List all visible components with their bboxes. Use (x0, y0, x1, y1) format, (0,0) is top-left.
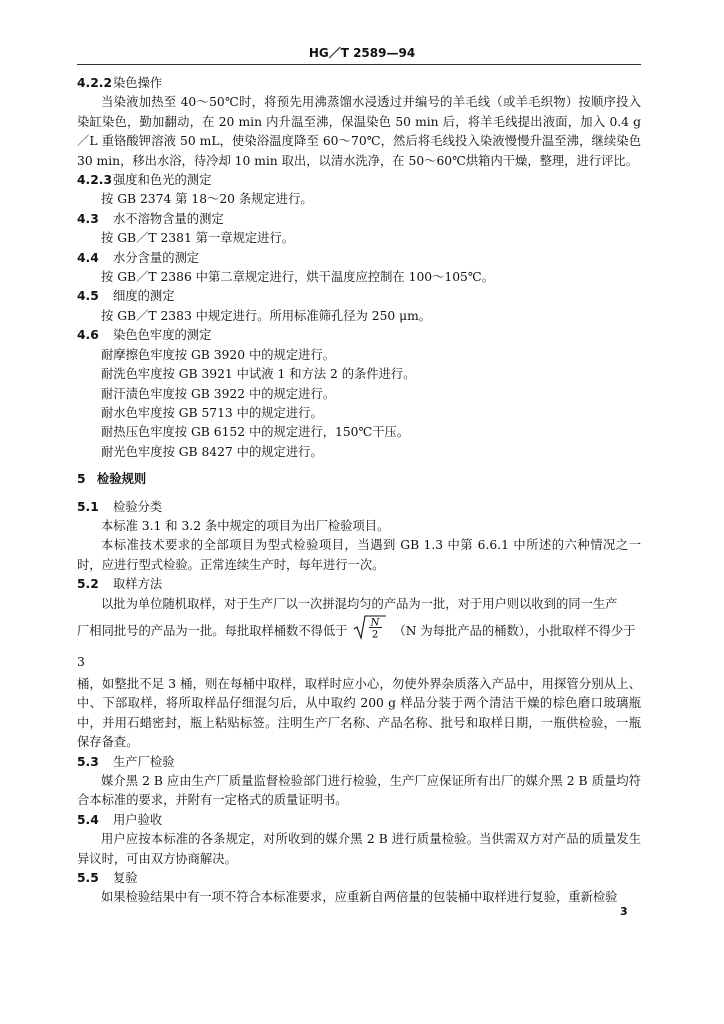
paragraph: 按 GB 2374 第 18～20 条规定进行。 (101, 192, 313, 207)
document-header: HG／T 2589—94 (308, 46, 416, 60)
paragraph-with-formula (77, 614, 641, 675)
paragraph: 以批为单位随机取样，对于生产厂以一次拼混均匀的产品为一批，对于用户则以收到的同一生产 (101, 596, 618, 611)
paragraph: 本标准技术要求的全部项目为型式检验项目，当遇到 GB 1.3 中第 6.6.1 中所述的六种情况之一时，应进行型式检验。正常连续生产时，每年进行一次。 (77, 538, 641, 572)
heading-4-4 (77, 249, 641, 268)
heading-4-6 (77, 326, 641, 345)
heading-4-5 (77, 287, 641, 306)
heading-5-3 (77, 753, 641, 772)
section-number: 4.5 (77, 289, 99, 304)
section-number: 4.6 (77, 328, 99, 343)
heading-4-2-2 (77, 74, 641, 93)
section-number: 5.1 (77, 499, 99, 514)
list-item: 耐摩擦色牢度按 GB 3920 中的规定进行。 (101, 347, 336, 362)
section-number: 4.2.3 (77, 173, 113, 188)
section-number: 5.3 (77, 754, 99, 769)
paragraph: 按 GB／T 2381 第一章规定进行。 (101, 231, 295, 246)
section-number: 5.5 (77, 871, 99, 886)
paragraph: 用户应按本标准的各条规定，对所收到的媒介黑 2 B 进行质量检验。当供需双方对产品的质量发生异议时，可由双方协商解决。 (77, 832, 641, 866)
section-title: 用户验收 (113, 812, 163, 827)
paragraph: 按 GB／T 2386 中第二章规定进行，烘干温度应控制在 100～105℃。 (101, 270, 494, 285)
section-title: 水不溶物含量的测定 (113, 211, 224, 226)
heading-5 (77, 470, 641, 489)
heading-5-2 (77, 575, 641, 594)
section-number: 4.2.2 (77, 76, 113, 90)
list-item: 耐光色牢度按 GB 8427 中的规定进行。 (101, 444, 323, 459)
heading-4-3 (77, 210, 641, 229)
paragraph: 本标准 3.1 和 3.2 条中规定的项目为出厂检验项目。 (101, 518, 390, 533)
section-title: 检验规则 (97, 472, 147, 487)
list-item: 耐汗渍色牢度按 GB 3922 中的规定进行。 (101, 386, 336, 401)
section-number: 5.4 (77, 812, 99, 827)
sqrt-formula (353, 614, 387, 649)
page-content (77, 74, 641, 908)
paragraph: 按 GB／T 2383 中规定进行。所用标准筛孔径为 250 μm。 (101, 308, 432, 323)
section-number: 5.2 (77, 577, 99, 592)
section-title: 复验 (113, 871, 138, 886)
header-rule (77, 64, 641, 65)
section-title: 强度和色光的测定 (113, 173, 212, 188)
section-title: 生产厂检验 (113, 754, 175, 769)
heading-5-4 (77, 811, 641, 830)
paragraph: 当染液加热至 40～50℃时，将预先用沸蒸馏水浸透过并编号的羊毛线（或羊毛织物）按顺序投入染缸染色，勤加翻动，在 20 min 内升温至沸，保温染色 50 min 后，将羊毛线提出液面，加入 0.4 g／L 重铬酸钾溶液 50 mL，使染浴温度降至 60～70℃，然后将毛线投入染液慢慢升温至沸，继续染色 30 min，移出水浴，待冷却 10 min 取出，以清水洗净，在 50～60℃烘箱内干燥，整理，进行评比。 (77, 95, 641, 168)
formula-numerator: N (371, 617, 380, 629)
section-title: 细度的测定 (113, 289, 175, 304)
text: （N 为每批产品的桶数），小批取样不得少于 3 (77, 623, 636, 669)
heading-4-2-3 (77, 171, 641, 190)
section-title: 取样方法 (113, 577, 163, 592)
list-item: 耐热压色牢度按 GB 6152 中的规定进行，150℃干压。 (101, 425, 410, 440)
section-number: 4.4 (77, 250, 99, 265)
formula-denominator: 2 (372, 629, 379, 640)
sqrt-icon (353, 614, 387, 640)
paragraph: 桶，如整批不足 3 桶，则在每桶中取样，取样时应小心，勿使外界杂质落入产品中，用探管分别从上、中、下部取样，将所取样品仔细混匀后，从中取约 200 g 样品分装于两个清洁干燥的棕色磨口玻璃瓶中，并用石蜡密封，瓶上粘贴标签。注明生产厂名称、产品名称、批号和取样日期，一瓶供检验，一瓶保存备查。 (77, 676, 641, 750)
section-number: 5 (77, 472, 86, 487)
list-item: 耐洗色牢度按 GB 3921 中试液 1 和方法 2 的条件进行。 (101, 367, 416, 382)
paragraph: 媒介黑 2 B 应由生产厂质量监督检验部门进行检验，生产厂应保证所有出厂的媒介黑 2 B 质量均符合本标准的要求，并附有一定格式的质量证明书。 (77, 774, 641, 808)
heading-5-5 (77, 869, 641, 888)
section-title: 水分含量的测定 (113, 250, 200, 265)
heading-5-1 (77, 498, 641, 517)
section-title: 染色操作 (113, 76, 163, 90)
list-item: 耐水色牢度按 GB 5713 中的规定进行。 (101, 405, 323, 420)
section-number: 4.3 (77, 211, 99, 226)
page-number: 3 (620, 905, 628, 918)
section-title: 检验分类 (113, 499, 163, 514)
section-title: 染色色牢度的测定 (113, 328, 212, 343)
paragraph: 如果检验结果中有一项不符合本标准要求，应重新自两倍量的包装桶中取样进行复验，重新检验 (101, 890, 618, 905)
text: 厂相同批号的产品为一批。每批取样桶数不得低于 (77, 623, 348, 638)
